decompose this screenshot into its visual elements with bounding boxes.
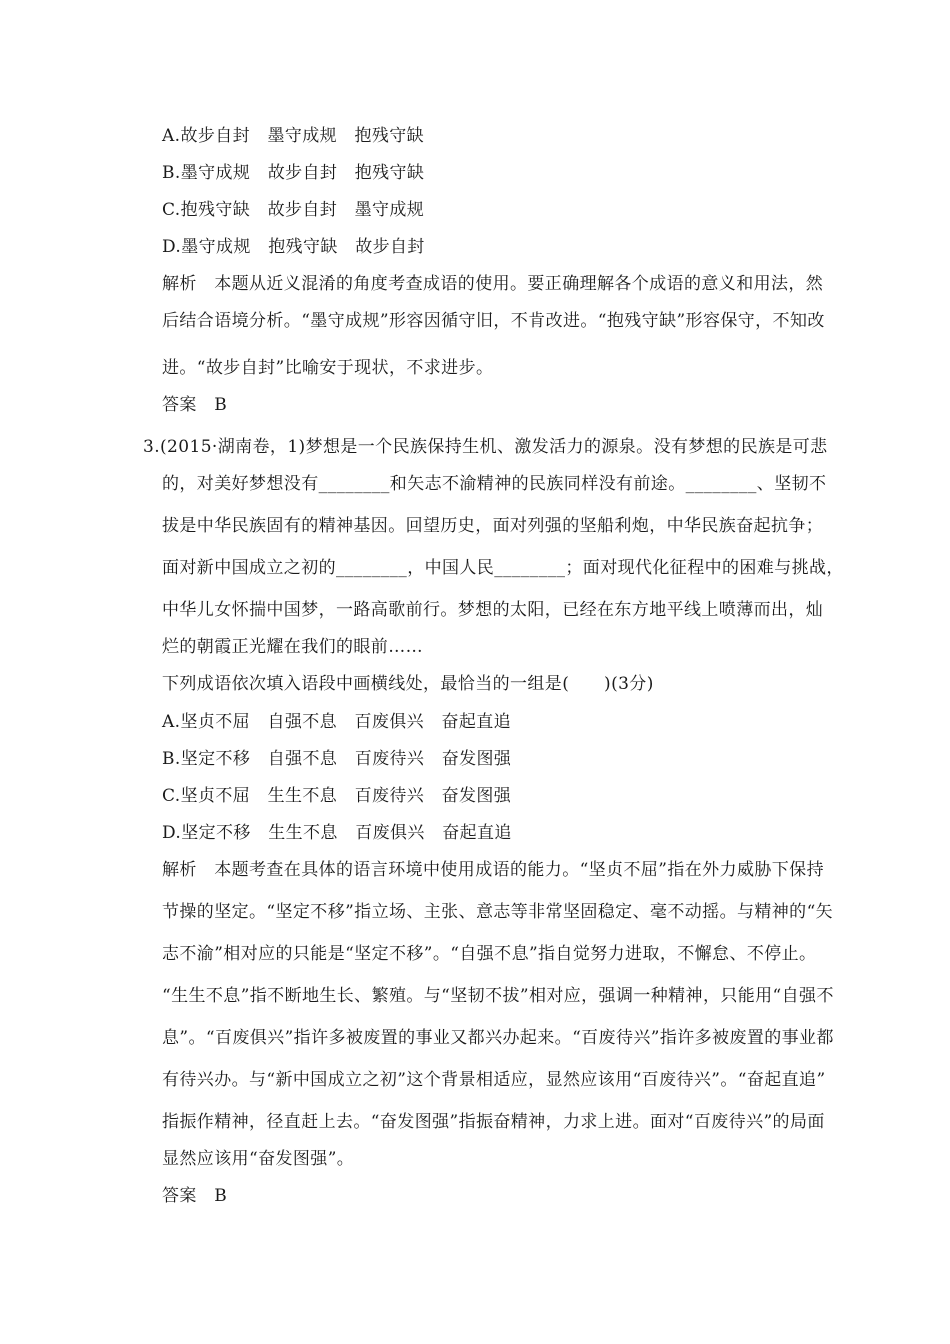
q3-stem-line: 面对新中国成立之初的________，中国人民________；面对现代化征程中的困难与挑战，: [162, 558, 844, 578]
q2-answer: 答案 B: [162, 395, 228, 415]
q3-answer: 答案 B: [162, 1186, 228, 1206]
q3-analysis-line: 显然应该用“奋发图强”。: [162, 1149, 355, 1169]
q3-option-b: B.坚定不移 自强不息 百废待兴 奋发图强: [162, 749, 512, 769]
q3-stem-line: 3.(2015·湖南卷，1)梦想是一个民族保持生机、激发活力的源泉。没有梦想的民族是可悲: [143, 437, 828, 457]
q3-analysis-line: 志不渝”相对应的只能是“坚定不移”。“自强不息”指自觉努力进取，不懈怠、不停止。: [162, 944, 817, 964]
q2-option-a: A.故步自封 墨守成规 抱残守缺: [162, 126, 425, 146]
q3-stem-line: 拔是中华民族固有的精神基因。回望历史，面对列强的坚船利炮，中华民族奋起抗争；: [162, 516, 824, 536]
q3-stem-line: 中华儿女怀揣中国梦，一路高歌前行。梦想的太阳，已经在东方地平线上喷薄而出，灿: [162, 600, 824, 620]
q3-option-d: D.坚定不移 生生不息 百废俱兴 奋起直追: [162, 823, 512, 843]
q3-analysis-line: 指振作精神，径直赶上去。“奋发图强”指振奋精神，力求上进。面对“百废待兴”的局面: [162, 1112, 825, 1132]
q3-stem-line: 烂的朝霞正光耀在我们的眼前……: [162, 637, 423, 657]
q3-prompt: 下列成语依次填入语段中画横线处，最恰当的一组是( )(3分): [162, 674, 654, 694]
q3-analysis-line: 有待兴办。与“新中国成立之初”这个背景相适应，显然应该用“百废待兴”。“奋起直追”: [162, 1070, 826, 1090]
q3-analysis-line: 节操的坚定。“坚定不移”指立场、主张、意志等非常坚固稳定、毫不动摇。与精神的“矢: [162, 902, 834, 922]
q3-option-c: C.坚贞不屈 生生不息 百废待兴 奋发图强: [162, 786, 512, 806]
q2-option-d: D.墨守成规 抱残守缺 故步自封: [162, 237, 425, 257]
q3-option-a: A.坚贞不屈 自强不息 百废俱兴 奋起直追: [162, 712, 512, 732]
q3-analysis-line: 解析 本题考查在具体的语言环境中使用成语的能力。“坚贞不屈”指在外力威胁下保持: [162, 860, 824, 880]
q3-stem-line: 的，对美好梦想没有________和矢志不渝精神的民族同样没有前途。________、坚韧不: [162, 474, 827, 494]
q3-analysis-line: 息”。“百废俱兴”指许多被废置的事业又都兴办起来。“百废待兴”指许多被废置的事业都: [162, 1028, 834, 1048]
q2-analysis-line: 进。“故步自封”比喻安于现状，不求进步。: [162, 358, 494, 378]
q2-option-b: B.墨守成规 故步自封 抱残守缺: [162, 163, 425, 183]
q2-analysis-line: 解析 本题从近义混淆的角度考查成语的使用。要正确理解各个成语的意义和用法，然: [162, 274, 824, 294]
q2-analysis-line: 后结合语境分析。“墨守成规”形容因循守旧，不肯改进。“抱残守缺”形容保守，不知改: [162, 311, 825, 331]
q2-option-c: C.抱残守缺 故步自封 墨守成规: [162, 200, 425, 220]
q3-analysis-line: “生生不息”指不断地生长、繁殖。与“坚韧不拔”相对应，强调一种精神，只能用“自强不: [162, 986, 834, 1006]
